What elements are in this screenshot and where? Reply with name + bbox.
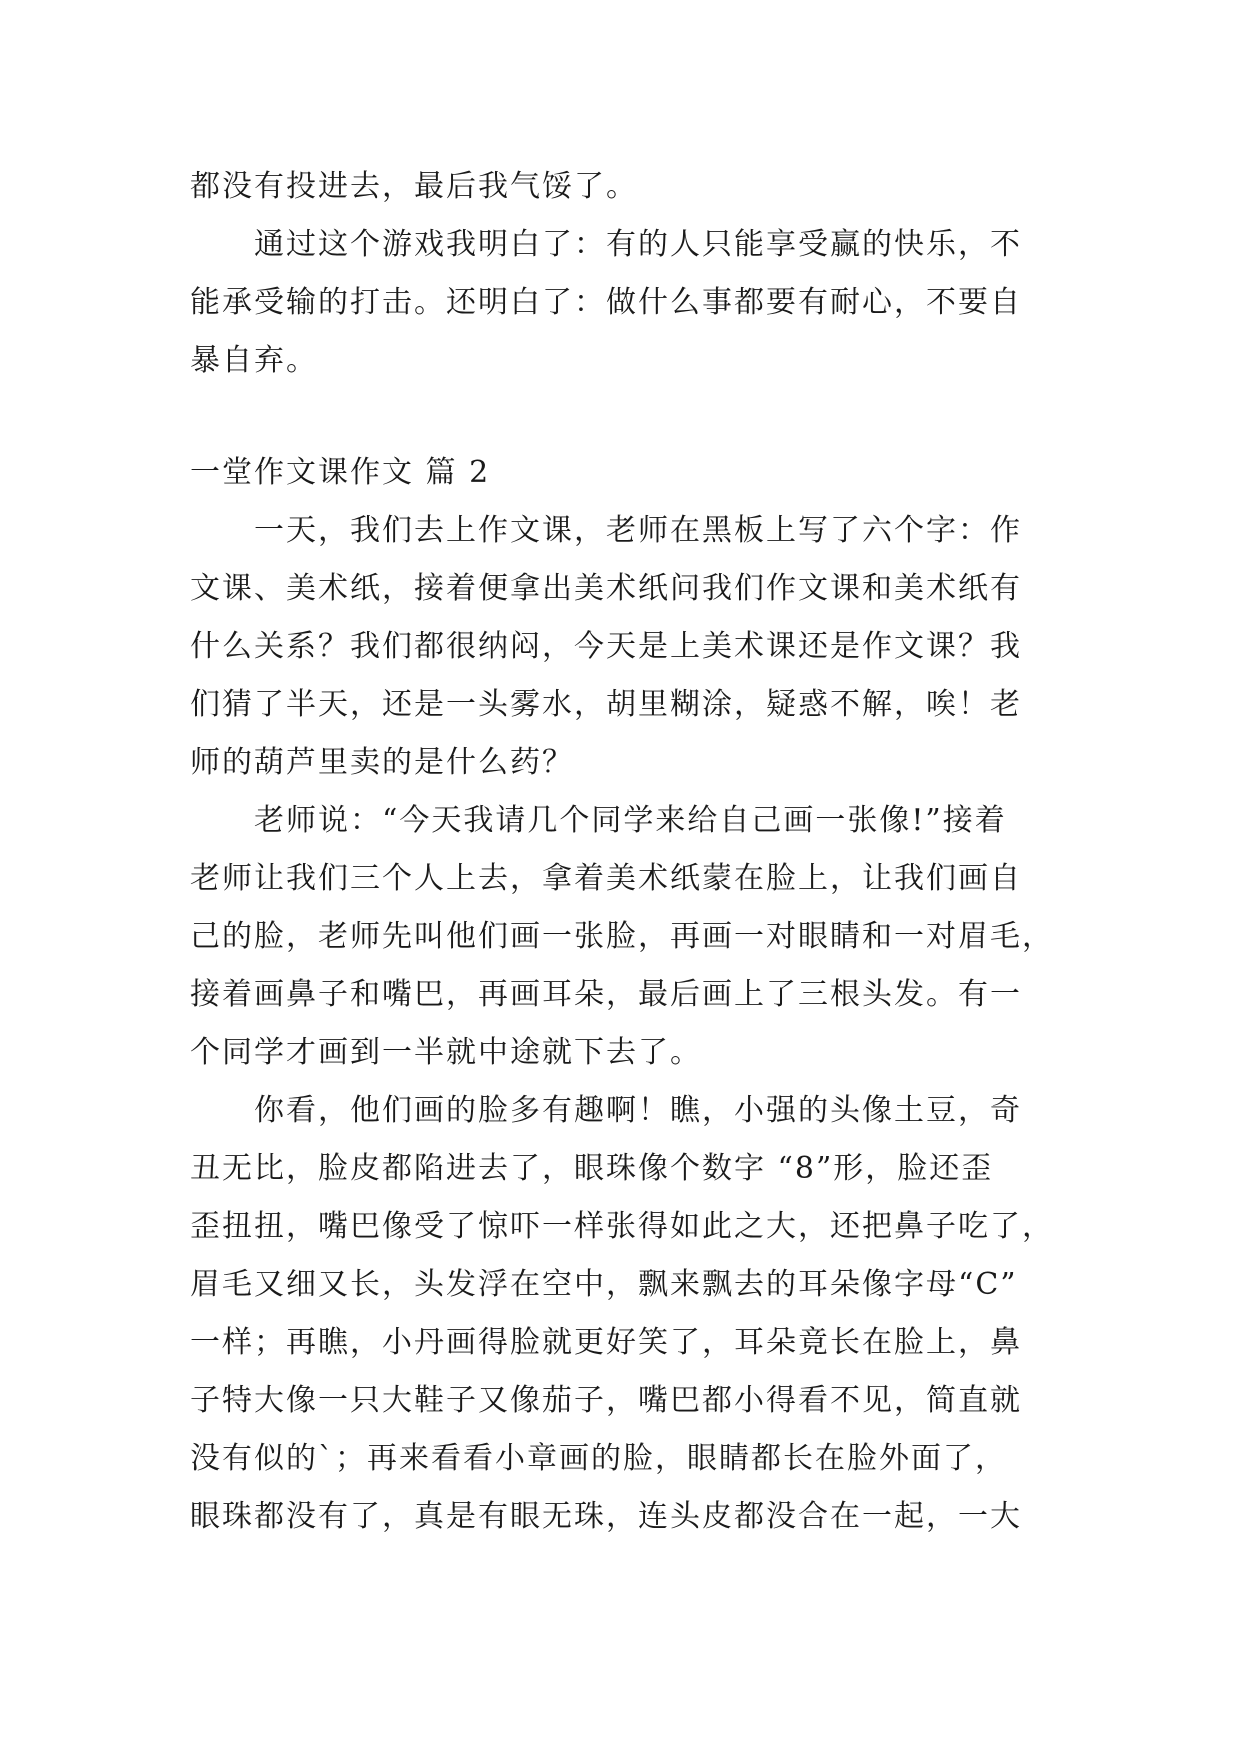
paragraph-line: 眉毛又细又长，头发浮在空中，飘来飘去的耳朵像字母“C” xyxy=(190,1267,1018,1302)
paragraph-line: 老师说：“今天我请几个同学来给自己画一张像!”接着 xyxy=(254,803,1007,838)
paragraph-line: 没有似的`；再来看看小章画的脸，眼睛都长在脸外面了， xyxy=(190,1441,1007,1476)
paragraph-line: 暴自弃。 xyxy=(190,343,318,378)
paragraph-line: 什么关系？我们都很纳闷，今天是上美术课还是作文课？我 xyxy=(190,629,1022,664)
paragraph-line: 能承受输的打击。还明白了：做什么事都要有耐心，不要自 xyxy=(190,285,1022,320)
paragraph-line: 眼珠都没有了，真是有眼无珠，连头皮都没合在一起，一大 xyxy=(190,1499,1022,1534)
paragraph-line: 接着画鼻子和嘴巴，再画耳朵，最后画上了三根头发。有一 xyxy=(190,977,1022,1012)
paragraph-line: 己的脸，老师先叫他们画一张脸，再画一对眼睛和一对眉毛， xyxy=(190,919,1054,954)
paragraph-line: 你看，他们画的脸多有趣啊！瞧，小强的头像土豆，奇 xyxy=(254,1093,1022,1128)
paragraph-line: 一天，我们去上作文课，老师在黑板上写了六个字：作 xyxy=(254,513,1022,548)
paragraph-line: 丑无比，脸皮都陷进去了，眼珠像个数字 “8”形，脸还歪 xyxy=(190,1151,994,1186)
paragraph-line: 个同学才画到一半就中途就下去了。 xyxy=(190,1035,702,1070)
paragraph-line: 都没有投进去，最后我气馁了。 xyxy=(190,169,638,204)
paragraph-line: 老师让我们三个人上去，拿着美术纸蒙在脸上，让我们画自 xyxy=(190,861,1022,896)
paragraph-line: 通过这个游戏我明白了：有的人只能享受赢的快乐，不 xyxy=(254,227,1022,262)
paragraph-line: 一样；再瞧，小丹画得脸就更好笑了，耳朵竟长在脸上，鼻 xyxy=(190,1325,1022,1360)
paragraph-line: 们猜了半天，还是一头雾水，胡里糊涂，疑惑不解，唉！老 xyxy=(190,687,1022,722)
paragraph-line: 文课、美术纸，接着便拿出美术纸问我们作文课和美术纸有 xyxy=(190,571,1022,606)
paragraph-line: 子特大像一只大鞋子又像茄子，嘴巴都小得看不见，简直就 xyxy=(190,1383,1022,1418)
section-heading: 一堂作文课作文 篇 2 xyxy=(190,455,491,490)
paragraph-line: 歪扭扭，嘴巴像受了惊吓一样张得如此之大，还把鼻子吃了， xyxy=(190,1209,1054,1244)
paragraph-line: 师的葫芦里卖的是什么药？ xyxy=(190,745,574,780)
